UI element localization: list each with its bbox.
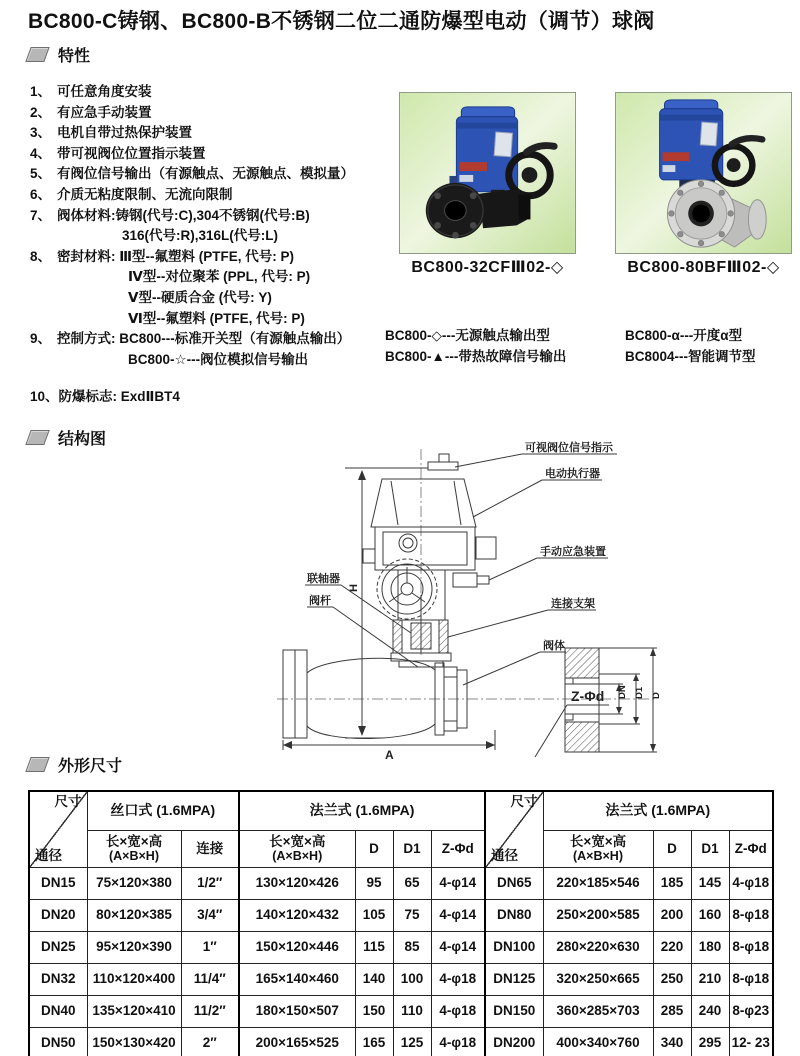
feature-number: 3、 <box>30 125 52 141</box>
cell-zpd: 8-φ18 <box>729 964 773 996</box>
control-mode-line: BC8004---智能调节型 <box>625 348 756 364</box>
cell-d1: 160 <box>691 900 729 932</box>
cell-zpd: 8-φ18 <box>729 900 773 932</box>
parallelogram-icon <box>25 757 49 772</box>
cell-zpd: 4-φ18 <box>431 964 485 996</box>
lwh-line2: (A×B×H) <box>572 848 623 863</box>
feature-text: 有应急手动装置 <box>57 104 152 120</box>
cell-d1: 125 <box>393 1028 431 1056</box>
col-header-lwh <box>239 831 355 868</box>
cell-lwh: 165×140×460 <box>239 964 355 996</box>
product-caption: BC800-32CFⅢ02-◇ <box>411 259 564 276</box>
cell-zpd: 12- 23 <box>729 1028 773 1056</box>
feature-number: 1、 <box>30 84 52 99</box>
cell-d: 165 <box>355 1028 393 1056</box>
feature-item <box>30 185 354 206</box>
parallelogram-icon <box>25 47 49 62</box>
cell-zpd: 4-φ14 <box>431 900 485 932</box>
feature-text: 可任意角度安装 <box>57 84 152 99</box>
label-dim-d1: D1 <box>634 686 645 699</box>
section-title: 结构图 <box>58 431 107 448</box>
cell-d: 220 <box>653 932 691 964</box>
cell-d1: 240 <box>691 996 729 1028</box>
cell-lwh: 280×220×630 <box>543 932 653 964</box>
feature-number: 9、 <box>30 331 52 347</box>
feature-text: 密封材料: Ⅲ型--氟塑料 (PTFE, 代号: P) <box>57 248 294 264</box>
cell-d: 200 <box>653 900 691 932</box>
cell-d1: 145 <box>691 868 729 900</box>
valve-photo-illustration <box>400 93 575 253</box>
feature-text: 有阀位信号输出（有源触点、无源触点、模拟量） <box>57 166 354 182</box>
corner-label-size: 尺寸 <box>510 794 538 809</box>
cell-zpd: 8-φ23 <box>729 996 773 1028</box>
feature-item <box>30 206 354 227</box>
control-mode-line: BC800-◇---无源触点输出型 <box>385 328 550 343</box>
cell-conn: 11/2″ <box>181 996 239 1028</box>
cell-d1: 180 <box>691 932 729 964</box>
product-photo-stainless <box>615 92 792 254</box>
section-header-dimensions <box>28 753 122 776</box>
col-header-connection: 连接 <box>181 831 239 868</box>
cell-lwh: 150×120×446 <box>239 932 355 964</box>
section-header-structure <box>28 426 106 449</box>
cell-d: 250 <box>653 964 691 996</box>
feature-number: 2、 <box>30 104 52 120</box>
cell-zpd: 4-φ14 <box>431 932 485 964</box>
label-dim-h: H <box>348 584 360 592</box>
cell-lwh: 75×120×380 <box>87 868 181 900</box>
cell-d: 285 <box>653 996 691 1028</box>
control-mode-line: BC800-▲---带热故障信号输出 <box>385 348 567 364</box>
cell-d: 140 <box>355 964 393 996</box>
cell-dn: DN40 <box>29 996 87 1028</box>
cell-lwh: 400×340×760 <box>543 1028 653 1056</box>
cell-dn: DN25 <box>29 932 87 964</box>
feature-item-continuation: BC800-☆---阀位模拟信号输出 <box>128 351 309 367</box>
feature-item-continuation: Ⅴ型--硬质合金 (代号: Y) <box>128 289 272 305</box>
cell-d1: 295 <box>691 1028 729 1056</box>
cell-lwh: 135×120×410 <box>87 996 181 1028</box>
feature-text: 介质无粘度限制、无流向限制 <box>57 186 233 202</box>
cell-zpd: 4-φ18 <box>431 996 485 1028</box>
cell-lwh: 150×130×420 <box>87 1028 181 1056</box>
feature-item <box>30 247 354 268</box>
feature-number: 10、 <box>30 389 59 405</box>
cell-d1: 85 <box>393 932 431 964</box>
cell-lwh: 80×120×385 <box>87 900 181 932</box>
table-row <box>29 868 773 900</box>
corner-cell <box>485 791 543 868</box>
cell-lwh: 140×120×432 <box>239 900 355 932</box>
cell-d1: 110 <box>393 996 431 1028</box>
col-header-d1: D1 <box>393 831 431 868</box>
cell-dn: DN65 <box>485 868 543 900</box>
label-dim-dn: DN <box>617 685 628 699</box>
feature-number: 7、 <box>30 207 52 223</box>
cell-dn: DN80 <box>485 900 543 932</box>
lwh-line2: (A×B×H) <box>108 848 159 863</box>
cell-zpd: 8-φ18 <box>729 932 773 964</box>
cell-lwh: 220×185×546 <box>543 868 653 900</box>
cell-d: 150 <box>355 996 393 1028</box>
cell-lwh: 250×200×585 <box>543 900 653 932</box>
section-title: 外形尺寸 <box>58 758 123 775</box>
cell-conn: 1/2″ <box>181 868 239 900</box>
label-coupling: 联轴器 <box>307 573 340 585</box>
group-header-flange2: 法兰式 (1.6MPA) <box>543 791 773 831</box>
label-body: 阀体 <box>543 640 565 652</box>
cell-d: 105 <box>355 900 393 932</box>
cell-dn: DN150 <box>485 996 543 1028</box>
cell-lwh: 180×150×507 <box>239 996 355 1028</box>
section-header-features <box>28 43 90 66</box>
feature-item <box>30 164 354 185</box>
corner-label-size: 尺寸 <box>54 794 82 809</box>
feature-item <box>30 387 354 408</box>
cell-dn: DN20 <box>29 900 87 932</box>
cell-zpd: 4-φ14 <box>431 868 485 900</box>
cell-dn: DN32 <box>29 964 87 996</box>
cell-lwh: 95×120×390 <box>87 932 181 964</box>
feature-item-continuation: Ⅵ型--氟塑料 (PTFE, 代号: P) <box>128 310 305 326</box>
cell-d: 95 <box>355 868 393 900</box>
group-header-flange: 法兰式 (1.6MPA) <box>239 791 485 831</box>
table-row <box>29 932 773 964</box>
label-bracket: 连接支架 <box>551 598 595 610</box>
control-mode-column <box>625 326 756 367</box>
label-actuator: 电动执行器 <box>545 468 600 480</box>
cell-dn: DN125 <box>485 964 543 996</box>
table-row <box>29 900 773 932</box>
group-header-screw: 丝口式 (1.6MPA) <box>87 791 239 831</box>
feature-number: 4、 <box>30 145 52 161</box>
feature-item <box>30 144 354 165</box>
feature-item-continuation: 316(代号:R),316L(代号:L) <box>122 228 279 244</box>
feature-text: 防爆标志: ExdⅡBT4 <box>58 389 180 405</box>
lwh-line1: 长×宽×高 <box>269 833 326 849</box>
feature-item <box>30 82 354 103</box>
cell-conn: 3/4″ <box>181 900 239 932</box>
dimensions-table <box>28 790 774 1056</box>
feature-item <box>30 103 354 124</box>
cell-lwh: 320×250×665 <box>543 964 653 996</box>
cell-d1: 100 <box>393 964 431 996</box>
product-photo-cast-steel <box>399 92 576 254</box>
drawing-geometry <box>277 449 657 757</box>
cell-lwh: 200×165×525 <box>239 1028 355 1056</box>
page-title: BC800-C铸钢、BC800-B不锈钢二位二通防爆型电动（调节）球阀 <box>28 10 655 33</box>
cell-zpd: 4-φ18 <box>431 1028 485 1056</box>
cell-lwh: 130×120×426 <box>239 868 355 900</box>
control-mode-line: BC800-α---开度α型 <box>625 328 743 343</box>
col-header-d: D <box>653 831 691 868</box>
feature-item-continuation: Ⅳ型--对位聚苯 (PPL, 代号: P) <box>128 269 311 285</box>
cell-lwh: 360×285×703 <box>543 996 653 1028</box>
feature-number: 5、 <box>30 166 52 182</box>
cell-d: 340 <box>653 1028 691 1056</box>
feature-text: 控制方式: BC800---标准开关型（有源触点输出） <box>57 331 351 347</box>
corner-cell <box>29 791 87 868</box>
table-row <box>29 996 773 1028</box>
structure-drawing <box>195 437 795 762</box>
cell-zpd: 4-φ18 <box>729 868 773 900</box>
col-header-lwh <box>543 831 653 868</box>
table-row <box>29 964 773 996</box>
feature-number: 6、 <box>30 186 52 202</box>
feature-number: 8、 <box>30 248 52 264</box>
product-caption: BC800-80BFⅢ02-◇ <box>627 259 780 276</box>
table-row <box>29 1028 773 1056</box>
cell-dn: DN100 <box>485 932 543 964</box>
cell-conn: 11/4″ <box>181 964 239 996</box>
feature-item <box>30 329 354 350</box>
cell-d1: 75 <box>393 900 431 932</box>
label-dim-d: D <box>651 692 662 699</box>
cell-d1: 210 <box>691 964 729 996</box>
cell-d: 185 <box>653 868 691 900</box>
lwh-line2: (A×B×H) <box>272 848 323 863</box>
section-title: 特性 <box>58 48 91 65</box>
label-dim-a: A <box>385 748 394 762</box>
feature-text: 电机自带过热保护装置 <box>57 125 192 141</box>
col-header-zpd: Z-Φd <box>431 831 485 868</box>
col-header-lwh <box>87 831 181 868</box>
col-header-d1: D1 <box>691 831 729 868</box>
cell-d: 115 <box>355 932 393 964</box>
cell-d1: 65 <box>393 868 431 900</box>
cell-conn: 1″ <box>181 932 239 964</box>
cell-dn: DN50 <box>29 1028 87 1056</box>
lwh-line1: 长×宽×高 <box>105 833 163 849</box>
feature-text: 阀体材料:铸钢(代号:C),304不锈钢(代号:B) <box>57 207 310 223</box>
feature-text: 带可视阀位位置指示装置 <box>57 145 206 161</box>
cell-dn: DN15 <box>29 868 87 900</box>
corner-label-dn: 通径 <box>35 848 62 864</box>
feature-item <box>30 123 354 144</box>
parallelogram-icon <box>25 430 49 445</box>
lwh-line1: 长×宽×高 <box>569 833 627 849</box>
cell-conn: 2″ <box>181 1028 239 1056</box>
label-stem: 阀杆 <box>309 595 331 607</box>
label-indicator: 可视阀位信号指示 <box>525 442 613 454</box>
structure-diagram <box>195 437 795 762</box>
corner-label-dn: 通径 <box>491 848 518 864</box>
label-z-phi-d: Z-Φd <box>571 688 605 704</box>
control-mode-column <box>385 326 566 367</box>
col-header-zpd: Z-Φd <box>729 831 773 868</box>
col-header-d: D <box>355 831 393 868</box>
cell-lwh: 110×120×400 <box>87 964 181 996</box>
valve-photo-illustration <box>616 93 791 253</box>
feature-list <box>30 82 354 408</box>
label-manual: 手动应急装置 <box>540 546 606 558</box>
cell-dn: DN200 <box>485 1028 543 1056</box>
